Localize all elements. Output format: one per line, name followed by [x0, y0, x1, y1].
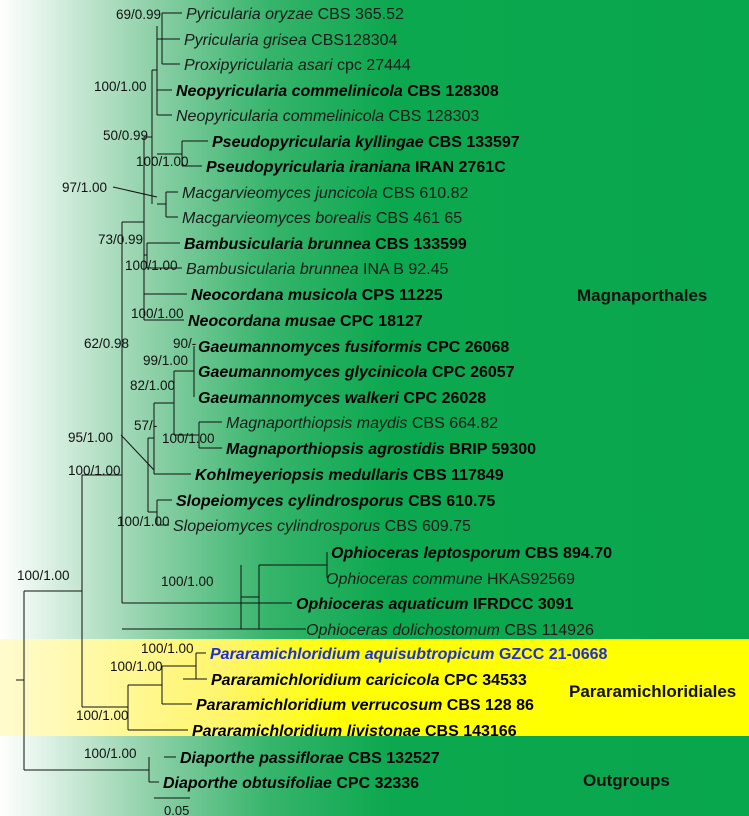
taxon-label — [173, 518, 471, 535]
taxon-strain: BRIP 59300 — [444, 441, 537, 458]
taxon-label — [210, 646, 608, 663]
support-value: 97/1.00 — [62, 180, 108, 195]
taxon-strain: CPC 26028 — [398, 390, 487, 407]
taxon-label — [192, 723, 517, 740]
taxon-label — [176, 83, 499, 100]
taxon-label — [326, 571, 575, 588]
taxon-species-name: Bambusicularia brunnea — [184, 236, 371, 253]
support-value: 100/1.00 — [110, 659, 163, 674]
taxon-strain: CPC 26068 — [422, 339, 510, 356]
taxon-species-name: Neopyricularia commelinicola — [176, 108, 385, 125]
taxon-strain: CPC 26057 — [427, 364, 515, 381]
support-value: 99/1.00 — [143, 353, 189, 368]
taxon-strain: CPS 11225 — [357, 287, 443, 304]
support-value: 100/1.00 — [17, 568, 70, 583]
taxon-strain: INA B 92.45 — [358, 261, 449, 278]
taxon-species-name: Gaeumannomyces glycinicola — [198, 364, 428, 381]
support-value: 73/0.99 — [98, 232, 144, 247]
taxon-label — [331, 545, 612, 562]
taxon-strain: CBS 128303 — [384, 108, 480, 125]
taxon-strain: CPC 34533 — [439, 672, 527, 689]
taxon-strain: HKAS92569 — [482, 571, 576, 588]
taxon-label — [176, 493, 495, 510]
taxon-strain: CBS 128308 — [402, 83, 499, 100]
taxon-strain: cpc 27444 — [332, 57, 411, 74]
taxon-strain: CBS 132527 — [343, 750, 440, 767]
taxon-species-name: Proxipyricularia asari — [184, 57, 333, 74]
support-pointer-line — [113, 187, 157, 197]
clade-label-outgroups: Outgroups — [583, 771, 670, 790]
taxon-label — [182, 210, 462, 227]
support-value: 82/1.00 — [130, 378, 176, 393]
taxon-label — [226, 441, 536, 458]
taxon-strain: CBS 117849 — [408, 467, 504, 484]
support-value: 100/1.00 — [136, 154, 189, 169]
taxon-label — [212, 134, 520, 151]
taxon-species-name: Neocordana musicola — [191, 287, 358, 304]
taxon-species-name: Pseudopyricularia iraniana — [206, 159, 411, 176]
support-value: 100/1.00 — [84, 746, 137, 761]
taxon-species-name: Pararamichloridium caricicola — [211, 672, 440, 689]
taxon-species-name: Slopeiomyces cylindrosporus — [173, 518, 381, 535]
taxon-label — [184, 236, 467, 253]
taxon-label — [198, 339, 509, 356]
taxon-label — [188, 313, 423, 330]
taxon-label — [176, 108, 479, 125]
taxon-label — [184, 57, 411, 74]
support-value: 100/1.00 — [125, 258, 178, 273]
taxon-strain: CBS 365.52 — [313, 6, 404, 23]
taxon-label — [186, 6, 404, 23]
support-value: 50/0.99 — [103, 128, 149, 143]
taxon-strain: IRAN 2761C — [410, 159, 506, 176]
taxon-species-name: Slopeiomyces cylindrosporus — [176, 493, 404, 510]
support-pointer-line — [121, 435, 154, 470]
taxon-species-name: Ophioceras aquaticum — [296, 596, 469, 613]
taxon-label — [186, 261, 448, 278]
taxon-strain: IFRDCC 3091 — [468, 596, 574, 613]
support-value: 62/0.98 — [84, 336, 130, 351]
taxon-species-name: Ophioceras commune — [326, 571, 483, 588]
support-value: 100/1.00 — [161, 574, 214, 589]
taxon-labels — [163, 6, 612, 792]
taxon-species-name: Diaporthe passiflorae — [180, 750, 344, 767]
clade-label-pararamichloridiales: Pararamichloridiales — [569, 682, 737, 701]
taxon-label — [195, 467, 504, 484]
taxon-label — [182, 185, 468, 202]
taxon-strain: CBS 461 65 — [371, 210, 463, 227]
taxon-strain: CBS 664.82 — [407, 415, 499, 432]
taxon-strain: CBS 143166 — [420, 723, 517, 740]
support-value: 100/1.00 — [117, 514, 170, 529]
taxon-strain: GZCC 21-0668 — [494, 646, 608, 663]
taxon-strain: CBS 894.70 — [520, 545, 612, 562]
taxon-strain: CBS 610.82 — [377, 185, 469, 202]
scale-bar-label: 0.05 — [164, 803, 190, 816]
support-value: 69/0.99 — [116, 7, 162, 22]
taxon-strain: CPC 18127 — [335, 313, 423, 330]
taxon-strain: CBS128304 — [306, 32, 398, 49]
taxon-label — [196, 697, 534, 714]
taxon-label — [180, 750, 440, 767]
taxon-species-name: Neopyricularia commelinicola — [176, 83, 403, 100]
taxon-species-name: Pararamichloridium livistonae — [192, 723, 421, 740]
taxon-species-name: Ophioceras leptosporum — [331, 545, 521, 562]
taxon-label — [163, 775, 419, 792]
taxon-species-name: Gaeumannomyces fusiformis — [198, 339, 423, 356]
taxon-species-name: Kohlmeyeriopsis medullaris — [195, 467, 409, 484]
taxon-species-name: Magnaporthiopsis agrostidis — [226, 441, 445, 458]
support-value: 100/1.00 — [131, 306, 184, 321]
taxon-species-name: Magnaporthiopsis maydis — [226, 415, 408, 432]
taxon-species-name: Pararamichloridium verrucosum — [196, 697, 443, 714]
taxon-strain: CBS 609.75 — [380, 518, 471, 535]
clade-label-magnaporthales: Magnaporthales — [577, 286, 708, 305]
support-value: 100/1.00 — [76, 708, 129, 723]
taxon-species-name: Pseudopyricularia kyllingae — [212, 134, 424, 151]
taxon-species-name: Diaporthe obtusifoliae — [163, 775, 332, 792]
support-value: 100/1.00 — [162, 431, 215, 446]
taxon-label — [198, 390, 486, 407]
taxon-strain: CBS 610.75 — [403, 493, 496, 510]
taxon-strain: CBS 133597 — [423, 134, 520, 151]
taxon-species-name: Macgarvieomyces juncicola — [182, 185, 378, 202]
taxon-label — [206, 159, 506, 176]
taxon-label — [211, 672, 527, 689]
taxon-species-name: Pyricularia grisea — [184, 32, 307, 49]
taxon-strain: CBS 128 86 — [442, 697, 534, 714]
taxon-label — [296, 596, 574, 613]
taxon-strain: CBS 114926 — [499, 622, 594, 639]
taxon-species-name: Bambusicularia brunnea — [186, 261, 359, 278]
support-value: 95/1.00 — [68, 430, 114, 445]
taxon-species-name: Gaeumannomyces walkeri — [198, 390, 399, 407]
taxon-species-name: Ophioceras dolichostomum — [306, 622, 500, 639]
support-value: 100/1.00 — [141, 641, 194, 656]
support-value: 100/1.00 — [68, 463, 121, 478]
taxon-species-name: Neocordana musae — [188, 313, 336, 330]
taxon-label — [184, 32, 398, 49]
taxon-species-name: Macgarvieomyces borealis — [182, 210, 372, 227]
taxon-strain: CBS 133599 — [370, 236, 467, 253]
taxon-species-name: Pyricularia oryzae — [186, 6, 314, 23]
taxon-strain: CPC 32336 — [331, 775, 420, 792]
taxon-label — [191, 287, 443, 304]
support-value: 90/- — [173, 336, 197, 351]
taxon-species-name: Pararamichloridium aquisubtropicum — [210, 646, 495, 663]
taxon-label — [226, 415, 498, 432]
taxon-label — [198, 364, 515, 381]
taxon-label — [306, 622, 594, 639]
support-value: 100/1.00 — [94, 79, 147, 94]
support-value: 57/- — [134, 418, 158, 433]
